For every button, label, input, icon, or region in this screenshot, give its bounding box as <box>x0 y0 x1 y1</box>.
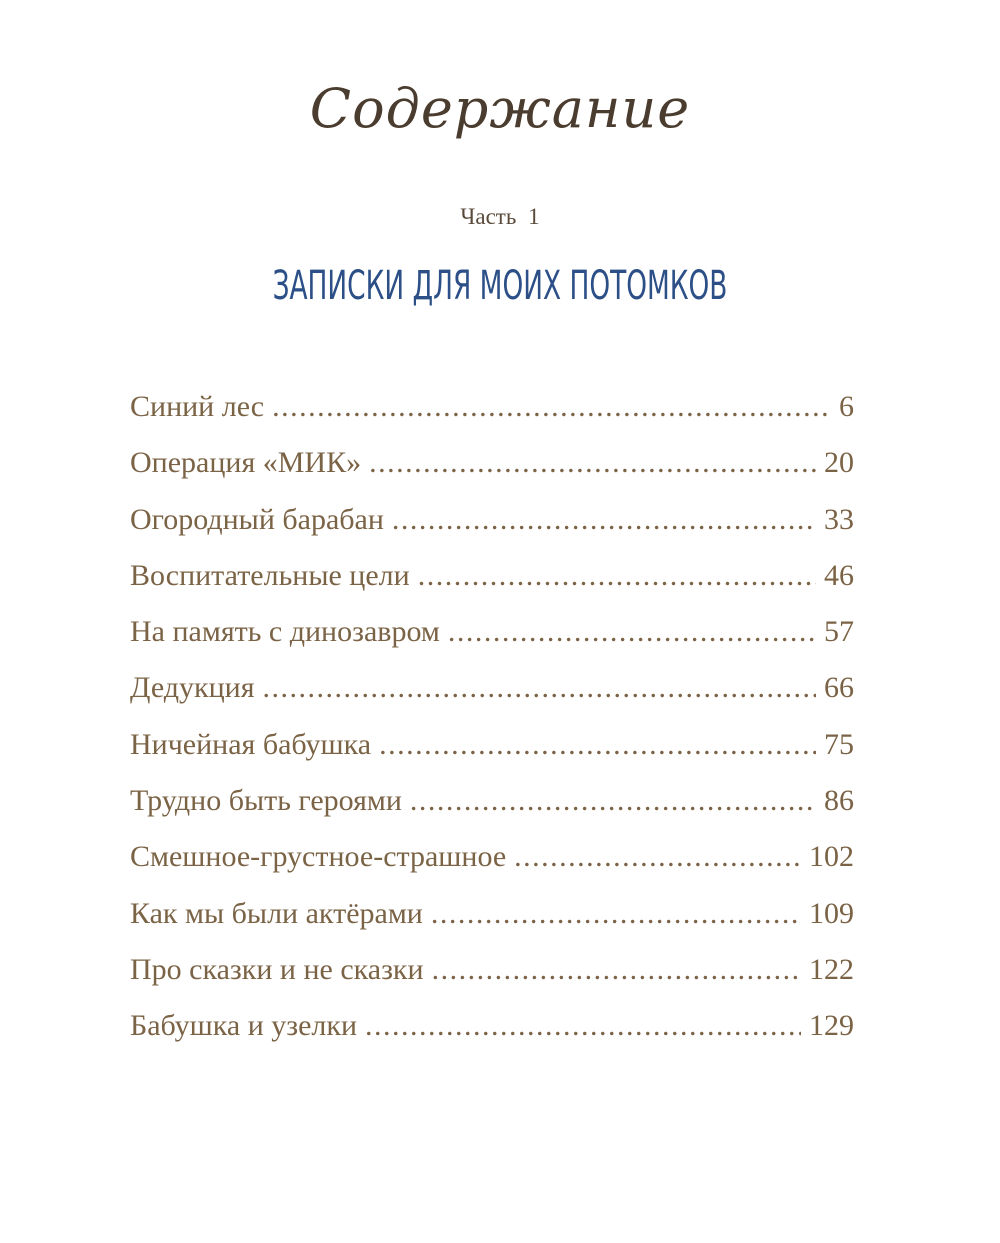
toc-entry-page: 75 <box>824 727 854 761</box>
part-title: ЗАПИСКИ ДЛЯ МОИХ ПОТОМКОВ <box>272 263 728 309</box>
toc-entry-page: 109 <box>809 896 854 930</box>
toc-entry-page: 122 <box>809 952 854 986</box>
toc-entry-page: 57 <box>824 615 854 649</box>
dot-leader <box>379 728 816 762</box>
toc-entry-title: Трудно быть героями <box>130 784 402 818</box>
toc-entry[interactable] <box>130 897 854 953</box>
toc-entry-title: Смешное-грустное-страшное <box>130 840 507 874</box>
toc-entry-title: Ничейная бабушка <box>130 727 372 761</box>
dot-leader <box>369 446 816 480</box>
toc-entry-page: 33 <box>824 502 854 536</box>
toc-entry[interactable] <box>130 953 854 1009</box>
toc-entry-title: На память с динозавром <box>130 615 440 649</box>
toc-entry[interactable] <box>130 728 854 784</box>
toc-entry[interactable] <box>130 671 854 727</box>
toc-entry-page: 129 <box>809 1009 854 1043</box>
toc-entry-page: 86 <box>824 784 854 818</box>
toc-entry-title: Бабушка и узелки <box>130 1009 358 1043</box>
toc-entry-title: Дедукция <box>130 671 255 705</box>
toc-entry-title: Операция «МИК» <box>130 446 362 480</box>
toc-entry-page: 102 <box>809 840 854 874</box>
toc-entry[interactable] <box>130 840 854 896</box>
dot-leader <box>272 390 831 424</box>
dot-leader <box>431 897 801 931</box>
toc-entry-page: 46 <box>824 558 854 592</box>
page-title: Содержание <box>309 77 691 140</box>
toc-entry-page: 66 <box>824 671 854 705</box>
dot-leader <box>514 840 801 874</box>
toc-entry[interactable] <box>130 446 854 502</box>
toc-entry-title: Как мы были актёрами <box>130 896 423 930</box>
toc-entry-page: 6 <box>839 390 854 423</box>
dot-leader <box>418 559 816 593</box>
toc-entry[interactable] <box>130 784 854 840</box>
toc-entry-title: Огородный барабан <box>130 502 384 536</box>
toc-entry-title: Синий лес <box>130 390 265 423</box>
toc-entry-page: 20 <box>824 446 854 480</box>
dot-leader <box>410 784 816 818</box>
table-of-contents <box>130 390 854 1066</box>
toc-entry-title: Воспитательные цели <box>130 558 410 592</box>
dot-leader <box>448 615 816 649</box>
dot-leader <box>432 953 801 987</box>
toc-entry[interactable] <box>130 503 854 559</box>
dot-leader <box>392 503 816 537</box>
toc-entry-title: Про сказки и не сказки <box>130 952 424 986</box>
toc-entry[interactable] <box>130 1009 854 1065</box>
dot-leader <box>365 1009 801 1043</box>
toc-entry[interactable] <box>130 615 854 671</box>
dot-leader <box>263 671 817 705</box>
toc-entry[interactable] <box>130 390 854 446</box>
part-label: Часть 1 <box>460 204 540 229</box>
toc-entry[interactable] <box>130 559 854 615</box>
